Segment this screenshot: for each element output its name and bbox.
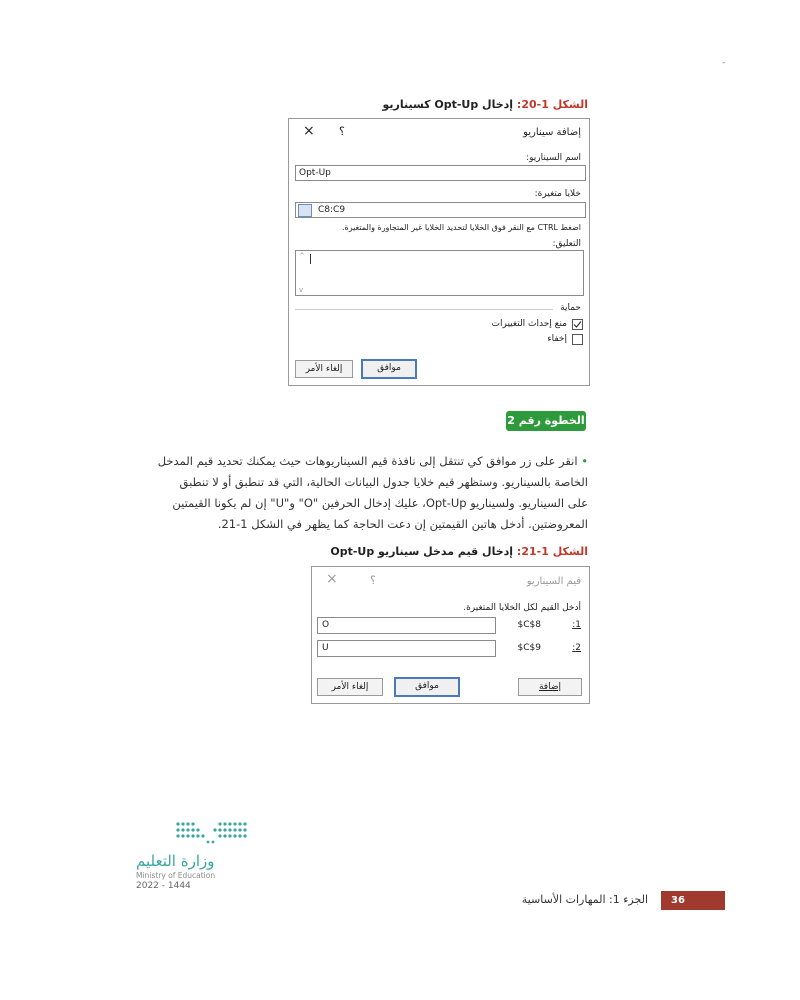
add-scenario-dialog [288, 118, 590, 386]
scroll-up-icon[interactable]: ^ [299, 252, 305, 260]
changing-cells-value: C8:C9 [318, 205, 346, 215]
protection-label: حماية [560, 303, 581, 313]
scenario-name-input[interactable]: Opt-Up [295, 165, 586, 181]
close-icon[interactable]: × [303, 123, 315, 139]
paragraph-line-3: على السيناريو. ولسيناريو Opt-Up، عليك إدخال الحرفين "O" و"U" إن لم يكونا القيمتين [172, 496, 588, 510]
scenario-name-label: اسم السيناريو: [526, 153, 581, 163]
comment-label: التعليق: [552, 239, 581, 249]
scroll-down-icon[interactable]: v [299, 286, 304, 294]
prevent-changes-checkbox[interactable] [572, 319, 583, 330]
range-select-icon[interactable] [298, 204, 312, 217]
page-mark: - [722, 58, 726, 68]
dialog-title: إضافة سيناريو [523, 127, 581, 138]
ministry-name-en: Ministry of Education [136, 871, 216, 880]
row-index-1: 1: [572, 620, 581, 630]
instruction-text: أدخل القيم لكل الخلايا المتغيرة. [463, 603, 581, 613]
ministry-logo-icon [160, 818, 260, 848]
checkmark-icon [573, 320, 582, 329]
figure-number: الشكل 1-20: [516, 98, 588, 111]
ministry-logo [160, 818, 260, 848]
instruction-paragraph [118, 451, 588, 535]
row-ref-1: $C$8 [517, 620, 541, 630]
text-cursor [310, 254, 311, 264]
hide-checkbox[interactable] [572, 334, 583, 345]
protection-divider [295, 309, 553, 310]
value-input-2[interactable]: U [317, 640, 496, 657]
cancel-button[interactable]: إلغاء الأمر [295, 360, 353, 378]
paragraph-line-4: المعروضتين. أدخل هاتين القيمتين إن دعت الحاجة كما يظهر في الشكل 1-21. [217, 517, 588, 531]
figure-caption-1-21 [330, 545, 588, 558]
dialog-title: قيم السيناريو [526, 576, 581, 587]
cancel-button[interactable]: إلغاء الأمر [317, 678, 383, 696]
ok-button[interactable]: موافق [361, 359, 417, 379]
selection-hint: اضغط CTRL مع النقر فوق الخلايا لتحديد الخلايا غير المتجاورة والمتغيرة. [341, 223, 581, 232]
row-ref-2: $C$9 [517, 643, 541, 653]
figure-number: الشكل 1-21: [516, 545, 588, 558]
bullet-icon: • [577, 454, 588, 468]
hide-label: إخفاء [547, 334, 567, 344]
ministry-name-ar: وزارة التعليم [136, 852, 215, 870]
paragraph-line-1: انقر على زر موافق كي تنتقل إلى نافذة قيم السيناريوهات حيث يمكنك تحديد قيم المدخل [157, 454, 578, 468]
prevent-changes-label: منع إحداث التغييرات [491, 319, 567, 329]
ok-button[interactable]: موافق [394, 677, 460, 697]
row-index-2: 2: [572, 643, 581, 653]
paragraph-line-2: الخاصة بالسيناريو. وستظهر قيم خلايا جدول البيانات الحالية، التي قد تنطبق أو لا تنطبق [179, 475, 588, 489]
add-button[interactable]: إضافة [518, 678, 582, 696]
figure-title: إدخال قيم مدخل سيناريو Opt-Up [330, 545, 517, 558]
figure-caption-1-20 [382, 98, 588, 111]
changing-cells-input[interactable] [295, 202, 586, 218]
comment-textarea[interactable] [295, 250, 584, 296]
figure-title: إدخال Opt-Up كسيناريو [382, 98, 517, 111]
help-icon[interactable]: ؟ [370, 574, 376, 587]
close-icon[interactable]: × [326, 571, 338, 587]
step-badge: الخطوة رقم 2 [506, 411, 586, 431]
section-title: الجزء 1: المهارات الأساسية [521, 893, 648, 906]
value-input-1[interactable]: O [317, 617, 496, 634]
help-icon[interactable]: ؟ [339, 125, 345, 138]
changing-cells-label: خلايا متغيرة: [534, 189, 581, 199]
edition-year: 2022 - 1444 [136, 881, 191, 891]
page-number: 36 [661, 891, 725, 910]
scenario-values-dialog [311, 566, 590, 704]
